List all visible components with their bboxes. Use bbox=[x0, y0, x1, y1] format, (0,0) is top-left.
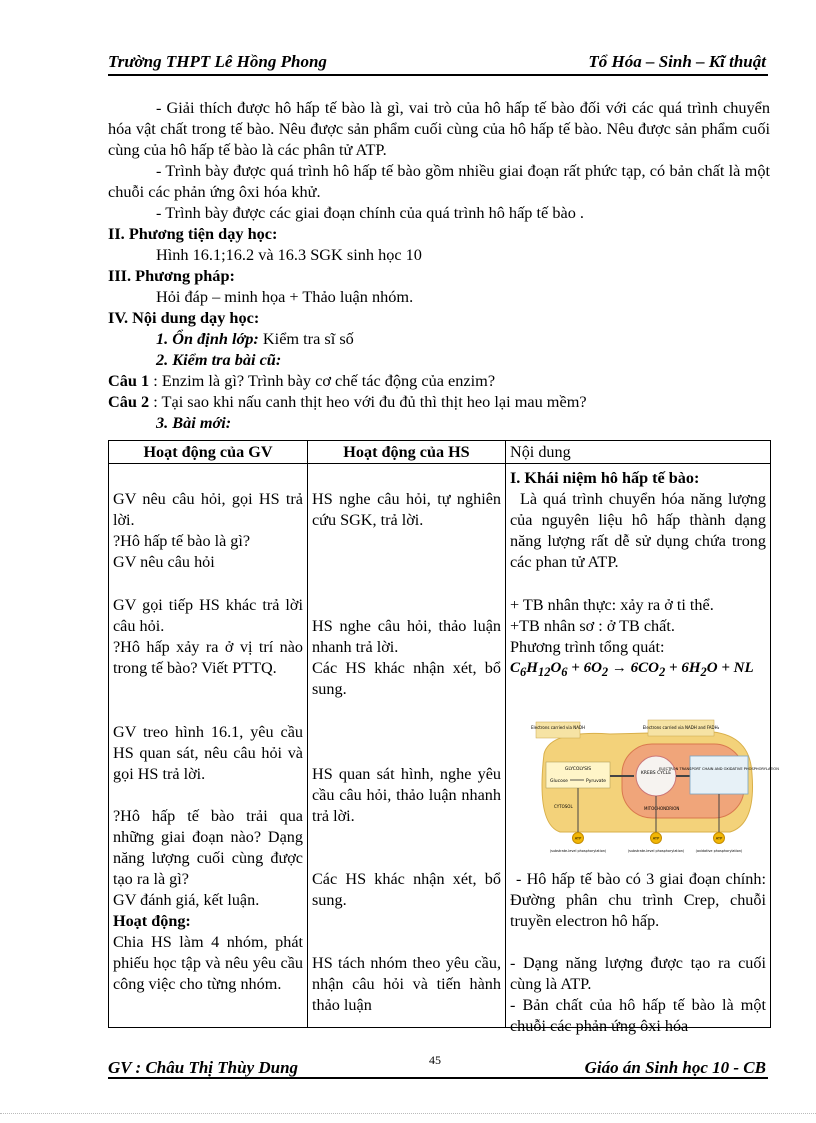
item1-text: Kiểm tra sĩ số bbox=[258, 329, 354, 348]
objectives bbox=[108, 97, 770, 433]
mitochondrion-label: MITOCHONDRION bbox=[644, 806, 680, 811]
item1-label: 1. Ổn định lớp: bbox=[156, 329, 259, 348]
section2-title: II. Phương tiện dạy học: bbox=[108, 224, 278, 243]
header-school: Trường THPT Lê Hồng Phong bbox=[108, 52, 327, 71]
section4-item2: 2. Kiểm tra bài cũ: bbox=[156, 350, 282, 369]
content-cell bbox=[506, 464, 779, 1035]
substrate-label-1: (substrate-level phosphorylation) bbox=[549, 849, 607, 853]
objective-1: - Giải thích được hô hấp tế bào là gì, vai trò của hô hấp tế bào đối với các quá trình chuyển hóa vật chất trong tế bào. Nêu được sản phẩm cuối cùng của hô hấp tế bào. Nêu được sản phẩm cuối cùng của hô hấp tế bào là các phân tử ATP. bbox=[108, 98, 770, 159]
label-electrons-nadh: Electrons carried via NADH bbox=[530, 725, 586, 730]
section2-content: Hình 16.1;16.2 và 16.3 SGK sinh học 10 bbox=[156, 245, 422, 264]
glycolysis-box bbox=[546, 762, 610, 788]
question-2 bbox=[108, 391, 770, 412]
gv-activity: Chia HS làm 4 nhóm, phát phiếu học tập và nêu yêu cầu công việc cho từng nhóm. bbox=[113, 933, 303, 993]
col-header-gv: Hoạt động của GV bbox=[109, 441, 308, 464]
atp-label-1: ATP bbox=[574, 836, 582, 841]
q2-text: : Tại sao khi nấu canh thịt heo với đu đủ thì thịt heo lại mau mềm? bbox=[149, 392, 587, 411]
section3-title: III. Phương pháp: bbox=[108, 266, 235, 285]
gv-block-3: GV treo hình 16.1, yêu cầu HS quan sát, nêu câu hỏi và gọi HS trả lời. bbox=[113, 723, 303, 783]
content-tb2: +TB nhân sơ : ở TB chất. bbox=[510, 617, 675, 635]
table-header-row bbox=[109, 441, 771, 464]
section4-title: IV. Nội dung dạy học: bbox=[108, 308, 260, 327]
pyruvate-label: Pyruvate bbox=[586, 779, 607, 784]
etc-label: ELECTRON TRANSPORT CHAIN AND OXIDATIVE PHOSPHORYLATION bbox=[659, 767, 779, 771]
gv-question-1: ?Hô hấp tế bào là gì? bbox=[113, 532, 251, 550]
gv-block-2: GV gọi tiếp HS khác trả lời câu hỏi. bbox=[113, 596, 303, 635]
section3-content: Hỏi đáp – minh họa + Thảo luận nhóm. bbox=[156, 287, 414, 306]
hs-block-3b: Các HS khác nhận xét, bổ sung. bbox=[312, 870, 501, 909]
hs-block-3: HS quan sát hình, nghe yêu cầu câu hỏi, thảo luận nhanh trả lời. bbox=[312, 765, 501, 825]
lesson-table bbox=[108, 440, 779, 1035]
gv-question-3: ?Hô hấp tế bào trải qua những giai đoạn nào? Dạng năng lượng cuối cùng được tạo ra là gì? bbox=[113, 807, 303, 888]
krebs-circle bbox=[636, 756, 676, 796]
table-body-row bbox=[109, 464, 771, 1028]
cellular-respiration-figure bbox=[530, 714, 779, 864]
objective-3: - Trình bày được các giai đoạn chính của quá trình hô hấp tế bào . bbox=[156, 203, 584, 222]
bottom-dotted-line bbox=[0, 1113, 816, 1114]
gv-note-1: GV nêu câu hỏi bbox=[113, 553, 215, 571]
question-1 bbox=[108, 370, 770, 391]
cytosol-label: CYTOSOL bbox=[554, 804, 573, 809]
hs-cell bbox=[308, 464, 506, 1028]
etc-box bbox=[690, 756, 748, 794]
gv-block-1: GV nêu câu hỏi, gọi HS trả lời. bbox=[113, 490, 303, 529]
content-tb1: + TB nhân thực: xảy ra ở ti thể. bbox=[510, 596, 714, 614]
gv-conclusion: GV đánh giá, kết luận. bbox=[113, 891, 260, 909]
section4-item3: 3. Bài mới: bbox=[156, 413, 232, 432]
content-stages: - Hô hấp tế bào có 3 giai đoạn chính: Đường phân chu trình Crep, chuỗi truyền electron hô hấp. bbox=[510, 870, 766, 930]
krebs-label: KREBS CYCLE bbox=[640, 771, 672, 776]
page-number: 45 bbox=[429, 1053, 441, 1067]
atp-label-3: ATP bbox=[715, 836, 723, 841]
gv-question-2: ?Hô hấp xảy ra ở vị trí nào trong tế bào? Viết PTTQ. bbox=[113, 638, 303, 677]
content-equation: $C_6H_{12}O_6 + 6O_2 \to 6CO_2 + 6H_2O$ + NL bbox=[510, 660, 754, 679]
content-atp: - Dạng năng lượng được tạo ra cuối cùng là ATP. bbox=[510, 954, 766, 993]
label-electrons-fadh: Electrons carried via NADH and FADH₂ bbox=[642, 725, 720, 730]
col-header-content: Nội dung bbox=[506, 441, 771, 464]
gv-cell bbox=[109, 464, 308, 1028]
hs-block-1: HS nghe câu hỏi, tự nghiên cứu SGK, trả lời. bbox=[312, 490, 501, 529]
section4-item1 bbox=[108, 328, 770, 349]
q1-text: : Enzim là gì? Trình bày cơ chế tác động của enzim? bbox=[149, 371, 496, 390]
q2-label: Câu 2 bbox=[108, 392, 150, 411]
atp-label-2: ATP bbox=[652, 836, 660, 841]
hs-block-2b: Các HS khác nhận xét, bổ sung. bbox=[312, 659, 501, 698]
objective-2: - Trình bày được quá trình hô hấp tế bào gồm nhiều giai đoạn rất phức tạp, có bản chất là một chuỗi các phản ứng ôxi hóa khử. bbox=[108, 161, 770, 201]
content-equation-label: Phương trình tổng quát: bbox=[510, 638, 665, 656]
content-nature: - Bản chất của hô hấp tế bào là một chuỗi các phản ứng ôxi hóa bbox=[510, 996, 766, 1035]
glucose-label: Glucose bbox=[550, 779, 568, 784]
content-definition: Là quá trình chuyển hóa năng lượng của nguyên liệu hô hấp thành dạng năng lượng rất dễ sử dụng chứa trong các phan tử ATP. bbox=[510, 490, 766, 571]
hs-block-2: HS nghe câu hỏi, thảo luận nhanh trả lời. bbox=[312, 617, 501, 656]
oxidative-label: (oxidative phosphorylation) bbox=[695, 849, 743, 853]
substrate-label-2: (substrate-level phosphorylation) bbox=[627, 849, 685, 853]
header-rule bbox=[108, 74, 768, 76]
header-department: Tổ Hóa – Sinh – Kĩ thuật bbox=[588, 52, 766, 71]
footer-subject: Giáo án Sinh học 10 - CB bbox=[584, 1058, 766, 1077]
q1-label: Câu 1 bbox=[108, 371, 150, 390]
footer-teacher: GV : Châu Thị Thùy Dung bbox=[108, 1058, 299, 1077]
col-header-hs: Hoạt động của HS bbox=[308, 441, 506, 464]
hs-block-4: HS tách nhóm theo yêu cầu, nhận câu hỏi và tiến hành thảo luận bbox=[312, 954, 501, 1014]
content-title: I. Khái niệm hô hấp tế bào: bbox=[510, 469, 700, 487]
gv-activity-title: Hoạt động: bbox=[113, 912, 191, 930]
glycolysis-label: GLYCOLYSIS bbox=[564, 767, 592, 772]
